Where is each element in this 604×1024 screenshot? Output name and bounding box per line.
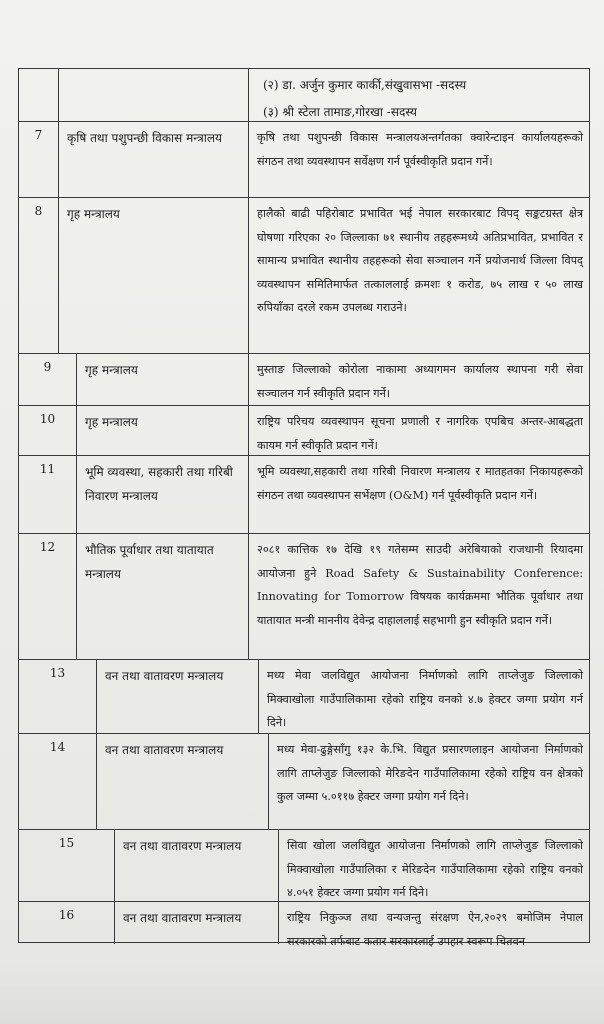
row-number: 12 xyxy=(19,534,77,659)
table-row xyxy=(19,901,589,948)
table-row xyxy=(19,733,589,829)
row-number: 7 xyxy=(19,122,59,197)
ministry-name: वन तथा वातावरण मन्त्रालय xyxy=(115,830,279,901)
row-number: 11 xyxy=(19,456,77,533)
decision-text: मध्य मेवा-ढुङ्गेसाँगु १३२ के.भि. विद्युत प्रसारणलाइन आयोजना निर्माणको लागि ताप्लेजुङ जिल्लाको मेरिङदेन गाउँपालिकामा रहेको राष्ट्रिय वन क्षेत्रको कुल जम्मा ५.०११७ हेक्टर जग्गा प्रयोग गर्न दिने। xyxy=(277,743,583,803)
table-row xyxy=(19,455,589,533)
decision-text: कृषि तथा पशुपन्छी विकास मन्त्रालयअन्तर्गतका क्वारेन्टाइन कार्यालयहरूको संगठन तथा व्यवस्थापन सर्वेक्षण गर्न पूर्वस्वीकृति प्रदान गर्ने। xyxy=(257,131,583,168)
ministry-name: कृषि तथा पशुपन्छी विकास मन्त्रालय xyxy=(59,122,249,197)
table-row xyxy=(19,829,589,901)
table-row xyxy=(19,405,589,455)
ministry-name: वन तथा वातावरण मन्त्रालय xyxy=(97,734,269,829)
ministry-name: वन तथा वातावरण मन्त्रालय xyxy=(97,660,259,733)
table-row xyxy=(19,659,589,733)
page-shadow xyxy=(0,960,604,1024)
ministry-cell-empty xyxy=(59,69,249,121)
row-number: 9 xyxy=(19,354,77,405)
committee-members xyxy=(249,69,589,121)
decision-text: राष्ट्रिय परिचय व्यवस्थापन सूचना प्रणाली र नागरिक एपबिच अन्तर-आबद्धता कायम गर्न स्वीकृति प्रदान गर्ने। xyxy=(257,415,583,452)
ministry-name: भौतिक पूर्वाधार तथा यातायात मन्त्रालय xyxy=(77,534,249,659)
decision-text: २०८१ कात्तिक १७ देखि १९ गतेसम्म साउदी अरेबियाको राजधानी रियादमा आयोजना हुने Road Safety & Sustainability Conference: Innovating for Tomorrow विषयक कार्यक्रममा भौतिक पूर्वाधार तथा यातायात मन्त्री माननीय देवेन्द्र दाहाललाई सहभागी हुन स्वीकृति प्रदान गर्ने। xyxy=(257,543,583,627)
row-number: 16 xyxy=(19,902,115,944)
decision-text: मध्य मेवा जलविद्युत आयोजना निर्माणको लागि ताप्लेजुङ जिल्लाको मिक्वाखोला गाउँपालिकामा रहेको राष्ट्रिय वनको ४.७ हेक्टर जग्गा प्रयोग गर्न दिने। xyxy=(267,669,583,729)
decision-text: सिवा खोला जलविद्युत आयोजना निर्माणको लागि ताप्लेजुङ जिल्लाको मिक्वाखोला गाउँपालिका र मेरिङदेन गाउँपालिकामा रहेको राष्ट्रिय वनको ४.०५१ हेक्टर जग्गा प्रयोग गर्न दिने। xyxy=(287,839,583,899)
row-number: 10 xyxy=(19,406,77,455)
decision-text: मुस्ताङ जिल्लाको कोरोला नाकामा अध्यागमन कार्यालय स्थापना गरी सेवा सञ्चालन गर्न स्वीकृति प्रदान गर्ने। xyxy=(257,363,583,400)
ministry-name: गृह मन्त्रालय xyxy=(77,406,249,455)
ministry-name: भूमि व्यवस्था, सहकारी तथा गरिबी निवारण मन्त्रालय xyxy=(77,456,249,533)
committee-member-2: (२) डा. अर्जुन कुमार कार्की,संखुवासभा -सदस्य xyxy=(263,78,467,92)
sn-cell-empty xyxy=(19,69,59,121)
row-number: 15 xyxy=(19,830,115,901)
row-number: 13 xyxy=(19,660,97,733)
decision-text: राष्ट्रिय निकुञ्ज तथा वन्यजन्तु संरक्षण ऐन,२०२९ बमोजिम नेपाल सरकारको तर्फबाट कतार सरकारलाई उपहार स्वरूप चितवन xyxy=(287,911,583,948)
ministry-name: गृह मन्त्रालय xyxy=(59,198,249,353)
table-row-continuation xyxy=(19,69,589,121)
decision-text: हालैको बाढी पहिरोबाट प्रभावित भई नेपाल सरकारबाट विपद् सङ्कटग्रस्त क्षेत्र घोषणा गरिएका २० जिल्लाका ७१ स्थानीय तहहरूमध्ये अतिप्रभावित, प्रभावित र सामान्य प्रभावित स्थानीय तहहरूको सेवा सञ्चालन गर्ने प्रयोजनार्थ जिल्ला विपद् व्यवस्थापन समितिमार्फत तत्काललाई क्रमशः १ करोड, ७५ लाख र ५० लाख रुपियाँका दरले रकम उपलब्ध गराउने। xyxy=(257,207,583,314)
row-number: 14 xyxy=(19,734,97,829)
committee-member-3: (३) श्री स्टेला तामाङ,गोरखा -सदस्य xyxy=(263,105,417,119)
decision-text: भूमि व्यवस्था,सहकारी तथा गरिबी निवारण मन्त्रालय र मातहतका निकायहरूको संगठन तथा व्यवस्थापन सर्भेक्षण (O&M) गर्न पूर्वस्वीकृति प्रदान गर्ने। xyxy=(257,465,583,502)
table-row xyxy=(19,353,589,405)
row-number: 8 xyxy=(19,198,59,353)
table-row xyxy=(19,121,589,197)
table-row xyxy=(19,197,589,353)
ministry-name: वन तथा वातावरण मन्त्रालय xyxy=(115,902,279,944)
ministry-name: गृह मन्त्रालय xyxy=(77,354,249,405)
decision-table xyxy=(18,68,590,948)
table-row xyxy=(19,533,589,659)
